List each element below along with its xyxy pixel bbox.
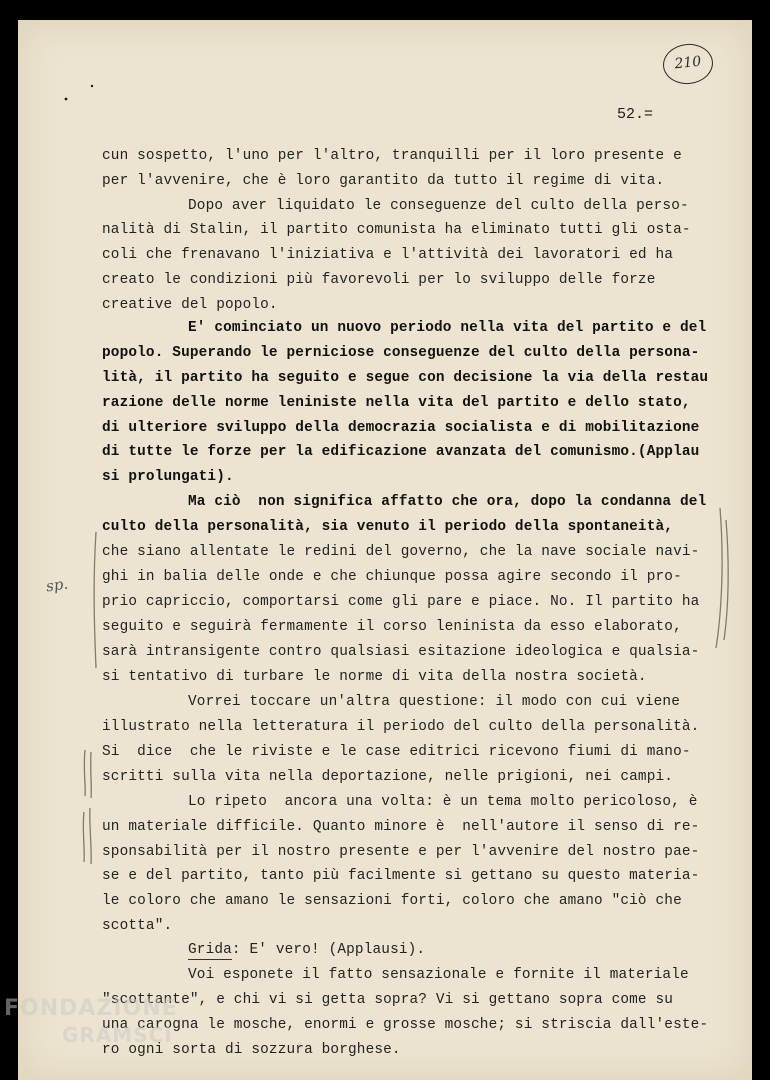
text-line: Grida: E' vero! (Applausi).: [188, 942, 426, 958]
text-line: si tentativo di turbare le norme di vita della nostra società.: [102, 669, 647, 685]
text-line: ro ogni sorta di sozzura borghese.: [102, 1042, 401, 1058]
margin-mark-3: [83, 812, 84, 862]
margin-mark-1: [84, 750, 85, 796]
archive-watermark: [4, 996, 178, 1048]
text-line: E' cominciato un nuovo periodo nella vita del partito e del: [188, 320, 707, 336]
margin-bracket-right: [716, 508, 722, 648]
text-line: Ma ciò non significa affatto che ora, dopo la condanna del: [188, 494, 707, 510]
margin-bracket-left: [94, 532, 96, 668]
text-line: coli che frenavano l'iniziativa e l'attività dei lavoratori ed ha: [102, 247, 674, 263]
archive-stamp: 210: [661, 41, 715, 86]
text-line: lità, il partito ha seguito e segue con decisione la via della restau: [102, 370, 709, 386]
text-line: popolo. Superando le perniciose conseguenze del culto della persona-: [102, 345, 700, 361]
text-line: seguito e seguirà fermamente il corso leninista da esso elaborato,: [102, 619, 682, 635]
text-line: creato le condizioni più favorevoli per lo sviluppo delle forze: [102, 272, 656, 288]
text-line: si prolungati).: [102, 469, 234, 485]
text-line: culto della personalità, sia venuto il periodo della spontaneità,: [102, 519, 674, 535]
watermark-line: GRAMSCI: [62, 1023, 173, 1047]
ink-dot: [91, 85, 93, 87]
text-line: scritti sulla vita nella deportazione, nelle prigioni, nei campi.: [102, 769, 674, 785]
text-line: Voi esponete il fatto sensazionale e fornite il materiale: [188, 967, 689, 983]
text-line: nalità di Stalin, il partito comunista ha eliminato tutti gli osta-: [102, 222, 691, 238]
margin-bracket-right-2: [724, 520, 728, 640]
margin-mark-4: [90, 808, 91, 864]
text-line: cun sospetto, l'uno per l'altro, tranquilli per il loro presente e: [102, 148, 682, 164]
text-line: Vorrei toccare un'altra questione: il modo con cui viene: [188, 694, 681, 710]
text-line: se e del partito, tanto più facilmente si gettano su questo materia-: [102, 868, 700, 884]
text-line: Lo ripeto ancora una volta: è un tema molto pericoloso, è: [188, 794, 698, 810]
margin-mark-2: [91, 752, 92, 798]
text-line: che siano allentate le redini del governo, che la nave sociale navi-: [102, 544, 700, 560]
text-line: creative del popolo.: [102, 297, 278, 313]
text-line: un materiale difficile. Quanto minore è nell'autore il senso di re-: [102, 819, 700, 835]
text-line: sponsabilità per il nostro presente e per l'avvenire del nostro pae-: [102, 844, 700, 860]
text-line: prio capriccio, comportarsi come gli pare e piace. No. Il partito ha: [102, 594, 700, 610]
text-line: di tutte le forze per la edificazione avanzata del comunismo.(Applau: [102, 444, 700, 460]
ink-dot: [65, 98, 68, 101]
text-line: Dopo aver liquidato le conseguenze del culto della perso-: [188, 198, 689, 214]
text-line: Si dice che le riviste e le case editrici ricevono fiumi di mano-: [102, 744, 691, 760]
text-line: una carogna le mosche, enormi e grosse mosche; si striscia dall'este-: [102, 1017, 709, 1033]
watermark-line: FONDAZIONE: [4, 996, 178, 1021]
text-line: le coloro che amano le sensazioni forti, coloro che amano "ciò che: [102, 893, 682, 909]
text-line: scotta".: [102, 918, 173, 934]
text-line: ghi in balia delle onde e che chiunque possa agire secondo il pro-: [102, 569, 682, 585]
text-line: illustrato nella letteratura il periodo del culto della personalità.: [102, 719, 700, 735]
text-line: sarà intransigente contro qualsiasi esitazione ideologica e qualsia-: [102, 644, 700, 660]
margin-annotation: sp.: [44, 574, 70, 596]
text-line: "scottante", e chi vi si getta sopra? Vi si gettano sopra come su: [102, 992, 674, 1008]
page-number: 52.=: [617, 106, 654, 123]
text-line: per l'avvenire, che è loro garantito da tutto il regime di vita.: [102, 173, 665, 189]
text-line: di ulteriore sviluppo della democrazia socialista e di mobilitazione: [102, 420, 700, 436]
text-line: razione delle norme leniniste nella vita del partito e dello stato,: [102, 395, 691, 411]
